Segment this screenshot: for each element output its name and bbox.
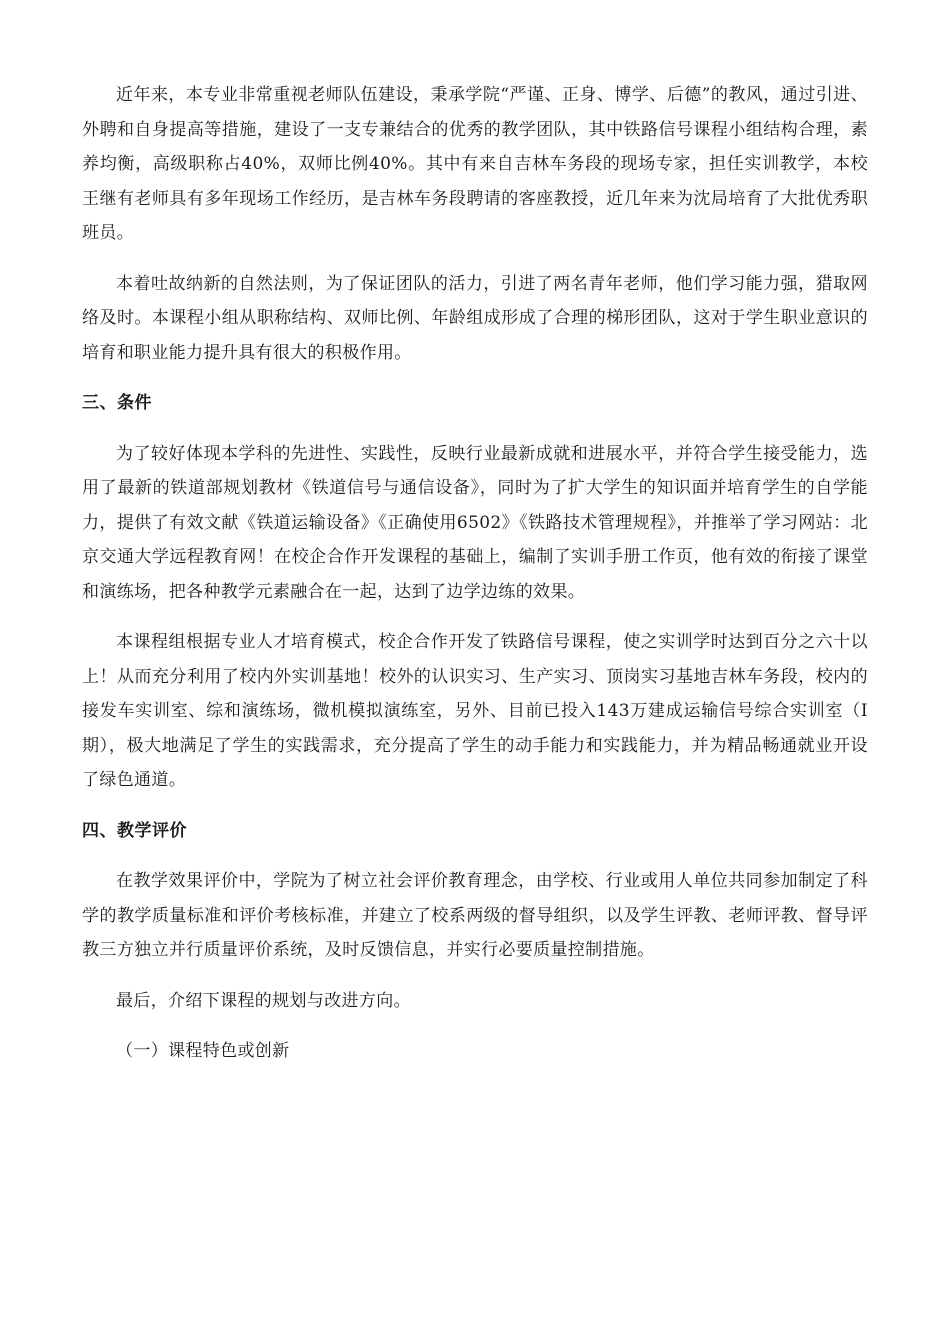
- document-page: [82, 78, 868, 1069]
- paragraph-evaluation: 在教学效果评价中，学院为了树立社会评价教育理念，由学校、行业或用人单位共同参加制定了科学的教学质量标准和评价考核标准，并建立了校系两级的督导组织，以及学生评教、老师评教、督导评教三方独立并行质量评价系统，及时反馈信息，并实行必要质量控制措施。: [82, 871, 868, 960]
- subheading-course-features: （一）课程特色或创新: [116, 1041, 290, 1061]
- section-heading-evaluation: 四、教学评价: [82, 820, 187, 841]
- paragraph-young-teachers: 本着吐故纳新的自然法则，为了保证团队的活力，引进了两名青年老师，他们学习能力强，猎取网络及时。本课程小组从职称结构、双师比例、年龄组成形成了合理的梯形团队，这对于学生职业意识的培育和职业能力提升具有很大的积极作用。: [82, 273, 868, 363]
- section-heading-conditions: 三、条件: [82, 393, 152, 413]
- paragraph-training-bases: 本课程组根据专业人才培育模式，校企合作开发了铁路信号课程，使之实训学时达到百分之六十以上！从而充分利用了校内外实训基地！校外的认识实习、生产实习、顶岗实习基地吉林车务段，校内的接发车实训室、综和演练场，微机模拟演练室，另外、目前已投入143万建成运输信号综合实训室（Ⅰ期），极大地满足了学生的实践需求，充分提高了学生的动手能力和实践能力，并为精品畅通就业开设了绿色通道。: [82, 632, 868, 790]
- paragraph-textbooks: 为了较好体现本学科的先进性、实践性，反映行业最新成就和进展水平，并符合学生接受能力，选用了最新的铁道部规划教材《铁道信号与通信设备》，同时为了扩大学生的知识面并培育学生的自学能力，提供了有效文献《铁道运输设备》《正确使用6502》《铁路技术管理规程》，并推举了学习网站：北京交通大学远程教育网！在校企合作开发课程的基础上，编制了实训手册工作页，他有效的衔接了课堂和演练场，把各种教学元素融合在一起，达到了边学边练的效果。: [82, 443, 868, 602]
- paragraph-team-building: 近年来，本专业非常重视老师队伍建设，秉承学院“严谨、正身、博学、后德”的教风，通过引进、外聘和自身提高等措施，建设了一支专兼结合的优秀的教学团队，其中铁路信号课程小组结构合理，素养均衡，高级职称占40%，双师比例40%。其中有来自吉林车务段的现场专家，担任实训教学，本校王继有老师具有多年现场工作经历，是吉林车务段聘请的客座教授，近几年来为沈局培育了大批优秀职班员。: [82, 85, 868, 243]
- paragraph-closing: 最后，介绍下课程的规划与改进方向。: [116, 990, 411, 1011]
